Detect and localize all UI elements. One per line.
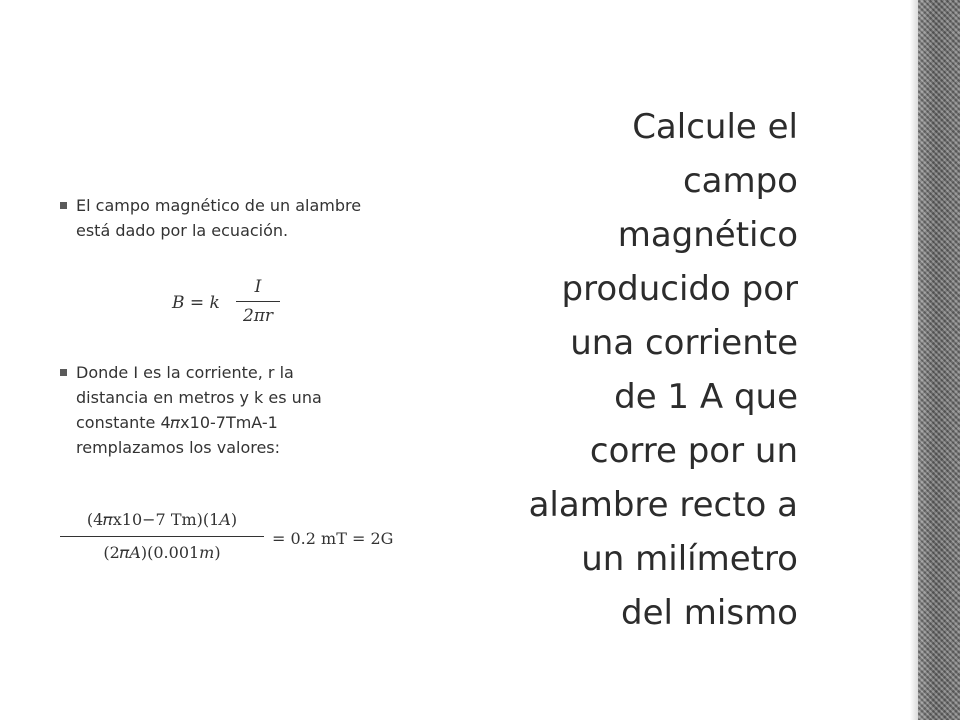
- slide-title: [498, 100, 798, 640]
- title-line: del mismo: [621, 593, 798, 633]
- equation-result: = 0.2 mT = 2G: [272, 529, 394, 548]
- title-line: un milímetro: [581, 539, 798, 579]
- title-line: corre por un: [589, 431, 798, 471]
- equation-lhs: 𝐵 = 𝑘: [172, 293, 220, 313]
- decorative-side-band: [918, 0, 960, 720]
- fraction-numerator: (4𝜋x10−7 Tm)(1𝐴): [86, 510, 238, 529]
- equation-fraction: [60, 508, 264, 565]
- title-line: producido por: [561, 269, 798, 309]
- fraction-bar: [60, 536, 264, 537]
- fraction-denominator: (2𝜋𝐴)(0.001𝑚): [103, 543, 221, 562]
- square-bullet-icon: [60, 202, 67, 209]
- title-line: de 1 A que: [614, 377, 798, 417]
- bullet-variables: [76, 360, 376, 460]
- bullet-text-line: distancia en metros y k es una: [76, 388, 322, 407]
- title-line: alambre recto a: [528, 485, 798, 525]
- fraction-denominator: 2𝜋𝑟: [242, 306, 274, 326]
- title-line: magnético: [617, 215, 798, 255]
- fraction-numerator: 𝐼: [254, 277, 262, 297]
- square-bullet-icon: [60, 369, 67, 376]
- bullet-text-line: El campo magnético de un alambre: [76, 196, 362, 215]
- title-line: campo: [682, 161, 798, 201]
- title-line: Calcule el: [632, 107, 798, 147]
- bullet-text-line: Donde I es la corriente, r la: [76, 363, 294, 382]
- bullet-text-line: remplazamos los valores:: [76, 438, 281, 457]
- fraction-bar: [236, 301, 280, 302]
- bullet-field-equation: [76, 193, 436, 243]
- bullet-text-line: está dado por la ecuación.: [76, 221, 289, 240]
- bullet-text-line: constante 4𝜋x10-7TmA-1: [76, 413, 278, 432]
- title-line: una corriente: [570, 323, 798, 363]
- equation-fraction: [236, 275, 280, 328]
